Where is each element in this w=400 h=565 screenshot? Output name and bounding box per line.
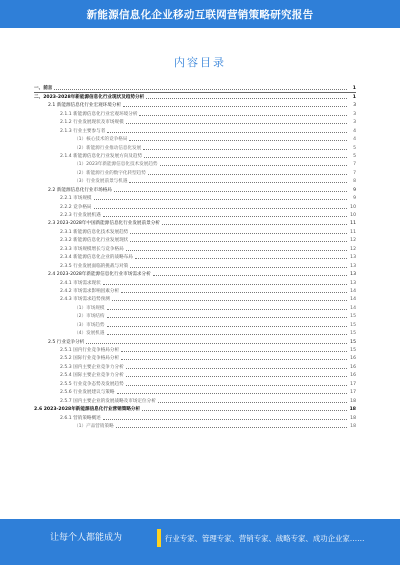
toc-page-number: 15 <box>350 339 356 345</box>
toc-entry[interactable] <box>34 361 356 369</box>
toc-entry-title: 2.3 2023-2028年中国新能源信息化行业发展前景分析 <box>48 221 160 227</box>
toc-dot-leader <box>121 358 347 360</box>
toc-page-number: 5 <box>353 145 356 151</box>
toc-entry[interactable] <box>34 387 356 395</box>
toc-page-number: 12 <box>350 238 356 244</box>
toc-page-number: 13 <box>350 272 356 278</box>
toc-entry-title: 2.4 2023-2028年新能源信息化行业市场需求分析 <box>48 272 151 278</box>
toc-dot-leader <box>116 426 347 428</box>
toc-entry-title: 2.1.3 行业主要参与者 <box>60 128 106 134</box>
footer-tagline <box>157 529 365 547</box>
toc-dot-leader <box>107 316 348 318</box>
toc-entry[interactable] <box>34 328 356 336</box>
toc-entry[interactable] <box>34 218 356 226</box>
toc-dot-leader <box>107 325 348 327</box>
toc-page-number: 14 <box>350 288 356 294</box>
toc-entry[interactable] <box>34 421 356 429</box>
toc-page-number: 3 <box>353 120 356 126</box>
toc-dot-leader <box>129 139 347 141</box>
footer-banner <box>0 519 400 565</box>
toc-entry-title: （2）新能源行业的数字化转型趋势 <box>74 170 146 176</box>
toc-page-number: 13 <box>350 263 356 269</box>
toc-page-number: 16 <box>350 356 356 362</box>
toc-entry-title: 2.1 新能源信息化行业宏观环境分析 <box>48 103 122 109</box>
toc-dot-leader <box>143 148 347 150</box>
toc-page-number: 8 <box>353 179 356 185</box>
toc-entry[interactable] <box>34 269 356 277</box>
toc-entry[interactable] <box>34 353 356 361</box>
toc-entry[interactable] <box>34 336 356 344</box>
toc-page-number: 5 <box>353 153 356 159</box>
toc-entry[interactable] <box>34 412 356 420</box>
toc-entry[interactable] <box>34 277 356 285</box>
toc-entry-title: 2.3.1 新能源信息化技术发展趋势 <box>60 229 129 235</box>
toc-dot-leader <box>144 156 347 158</box>
toc-entry[interactable] <box>34 286 356 294</box>
toc-dot-leader <box>121 350 347 352</box>
toc-dot-leader <box>103 418 347 420</box>
toc-entry[interactable] <box>34 91 356 99</box>
toc-entry[interactable] <box>34 83 356 91</box>
toc-dot-leader <box>130 266 347 268</box>
toc-entry[interactable] <box>34 125 356 133</box>
toc-page-number: 17 <box>350 390 356 396</box>
toc-page-number: 11 <box>350 221 356 227</box>
toc-page-number: 15 <box>350 314 356 320</box>
toc-entry[interactable] <box>34 311 356 319</box>
toc-entry-title: 2.5.3 国内主要企业竞争力分析 <box>60 364 124 370</box>
toc-page-number: 9 <box>353 187 356 193</box>
toc-page-number: 15 <box>350 348 356 353</box>
toc-entry-title: （4）发展机遇 <box>74 331 105 337</box>
toc-dot-leader <box>107 131 347 133</box>
toc-entry-title: （3）市场趋势 <box>74 322 105 328</box>
toc-page-number: 10 <box>350 213 356 218</box>
toc-dot-leader <box>126 122 347 124</box>
toc-entry[interactable] <box>34 108 356 116</box>
toc-entry-title: 2.5.5 行业竞争态势及发展趋势 <box>60 381 124 387</box>
toc-entry-title: 2.1.1 新能源信息化行业宏观环境分析 <box>60 111 138 117</box>
toc-entry-title: 2.5.7 国内主要企业的发展战略及市场定位分析 <box>60 398 156 404</box>
toc-dot-leader <box>86 342 347 344</box>
toc-entry-title: 2.3.5 行业发展面临的挑战与对策 <box>60 263 129 269</box>
toc-entry[interactable] <box>34 100 356 108</box>
toc-dot-leader <box>126 367 347 369</box>
report-header <box>0 0 400 28</box>
page-title: 内容目录 <box>174 56 226 69</box>
toc-page-number: 4 <box>353 128 356 134</box>
toc-entry-title: 2.5.1 国内行业竞争格局分析 <box>60 348 120 353</box>
toc-page-number: 18 <box>350 423 356 429</box>
toc-page-number: 11 <box>350 229 356 235</box>
toc-entry[interactable] <box>34 193 356 201</box>
toc-entry[interactable] <box>34 370 356 378</box>
toc-page-number: 1 <box>352 86 356 92</box>
toc-entry-title: （1）市场规模 <box>74 305 105 311</box>
toc-dot-leader <box>148 173 347 175</box>
toc-entry[interactable] <box>34 176 356 184</box>
toc-entry-title: 2.6 2023-2028年新能源信息化行业营销策略分析 <box>34 407 141 413</box>
toc-page-number: 13 <box>350 280 356 286</box>
toc-entry-title: 2.1.4 新能源信息化行业发展方向及趋势 <box>60 153 143 159</box>
toc-dot-leader <box>123 105 347 107</box>
footer-tagline-text: 行业专家、管理专家、营销专家、战略专家、成功企业家…… <box>165 533 365 543</box>
toc-entry-title: 2.3.3 市场规模增长与竞争格局 <box>60 246 124 252</box>
toc-entry-title: （2）新能源行业推动信息化发展 <box>74 145 142 151</box>
toc-page-number: 16 <box>350 364 356 370</box>
footer-slogan: 让每个人都能成为 <box>50 533 123 543</box>
toc-page-number: 1 <box>352 94 356 100</box>
toc-entry[interactable] <box>34 151 356 159</box>
toc-page-number: 7 <box>353 170 356 176</box>
toc-dot-leader <box>103 215 347 217</box>
toc-page-number: 9 <box>353 196 356 202</box>
toc-dot-leader <box>158 401 347 403</box>
toc-entry[interactable] <box>34 260 356 268</box>
toc-entry-title: （1）产品营销策略 <box>74 423 114 429</box>
toc-entry[interactable] <box>34 319 356 327</box>
toc-entry[interactable] <box>34 117 356 125</box>
toc-entry-title: （2）市场结构 <box>74 314 105 320</box>
toc-page-number: 7 <box>353 162 356 168</box>
toc-entry[interactable] <box>34 167 356 175</box>
toc-entry[interactable] <box>34 159 356 167</box>
toc-entry-title: 一、前言 <box>34 86 53 92</box>
table-of-contents <box>34 83 356 510</box>
toc-entry[interactable] <box>34 243 356 251</box>
toc-entry-title: 2.5.4 国际主要企业竞争力分析 <box>60 373 124 379</box>
toc-dot-leader <box>112 299 347 301</box>
toc-entry[interactable] <box>34 395 356 403</box>
toc-dot-leader <box>139 114 347 116</box>
toc-entry-title: 2.2.1 市场规模 <box>60 196 92 202</box>
toc-entry[interactable] <box>34 142 356 150</box>
toc-page-number: 10 <box>350 204 356 210</box>
toc-page-number: 13 <box>350 255 356 261</box>
toc-entry[interactable] <box>34 235 356 243</box>
toc-page-number: 3 <box>353 111 356 117</box>
toc-entry[interactable] <box>34 345 356 353</box>
toc-dot-leader <box>114 190 347 192</box>
toc-dot-leader <box>160 164 347 166</box>
toc-dot-leader <box>135 257 347 259</box>
toc-page-number: 12 <box>350 246 356 252</box>
toc-dot-leader <box>130 240 347 242</box>
toc-dot-leader <box>107 333 348 335</box>
toc-entry[interactable] <box>34 210 356 218</box>
toc-entry-title: 2.2.3 行业发展机遇 <box>60 213 101 218</box>
toc-dot-leader <box>142 409 347 411</box>
toc-dot-leader <box>117 392 348 394</box>
toc-page-number: 14 <box>350 297 356 303</box>
toc-entry-title: 2.5 行业竞争分析 <box>48 339 85 345</box>
toc-entry-title: 2.5.6 行业发展建议与策略 <box>60 390 115 396</box>
toc-entry[interactable] <box>34 226 356 234</box>
toc-page-number: 18 <box>350 398 356 404</box>
toc-dot-leader <box>126 249 347 251</box>
toc-dot-leader <box>146 97 347 99</box>
accent-bar <box>157 529 161 547</box>
toc-entry[interactable] <box>34 184 356 192</box>
toc-page-number: 17 <box>350 381 356 387</box>
toc-dot-leader <box>153 274 347 276</box>
toc-entry-title: 2.4.3 市场需求趋势预测 <box>60 297 110 303</box>
toc-entry[interactable] <box>34 134 356 142</box>
toc-entry-title: 2.3.4 新能源信息化企业的战略布局 <box>60 255 133 261</box>
toc-entry[interactable] <box>34 294 356 302</box>
toc-page-number: 15 <box>350 331 356 337</box>
toc-dot-leader <box>129 181 347 183</box>
toc-page-number: 4 <box>353 137 356 143</box>
toc-entry-title: （3）行业发展前景与机遇 <box>74 179 128 185</box>
toc-entry-title: 2.3.2 新能源信息化行业发展现状 <box>60 238 129 244</box>
toc-dot-leader <box>162 223 347 225</box>
toc-dot-leader <box>126 375 347 377</box>
toc-dot-leader <box>121 291 347 293</box>
toc-page-number: 18 <box>350 415 356 421</box>
toc-page-number: 14 <box>350 305 356 311</box>
toc-dot-leader <box>103 283 347 285</box>
toc-entry[interactable] <box>34 201 356 209</box>
toc-entry-title: 2.4.1 市场需求现状 <box>60 280 101 286</box>
toc-entry-title: 2.6.1 营销策略概述 <box>60 415 101 421</box>
toc-dot-leader <box>126 384 347 386</box>
toc-entry[interactable] <box>34 302 356 310</box>
toc-entry-title: 2.5.2 国际行业竞争格局分析 <box>60 356 120 362</box>
toc-entry-title: 2.2 新能源信息化行业市场格局 <box>48 187 112 193</box>
toc-page-number: 3 <box>353 103 356 109</box>
report-header-title: 新能源信息化企业移动互联网营销策略研究报告 <box>86 8 314 21</box>
toc-page-number: 18 <box>349 407 356 413</box>
toc-dot-leader <box>94 198 347 200</box>
toc-dot-leader <box>54 88 347 90</box>
toc-entry-title: （1）2023年新能源信息化技术发展趋势 <box>74 162 158 168</box>
toc-entry[interactable] <box>34 404 356 412</box>
toc-entry-title: 2.2.2 竞争格局 <box>60 204 92 210</box>
toc-entry-title: 二、2023-2028年新能源信息化行业现状及趋势分析 <box>34 94 145 100</box>
toc-dot-leader <box>107 308 348 310</box>
toc-dot-leader <box>130 232 347 234</box>
toc-dot-leader <box>94 207 347 209</box>
toc-page-number: 15 <box>350 322 356 328</box>
toc-entry-title: （1）核心技术的竞争格局 <box>74 137 128 143</box>
toc-entry-title: 2.1.2 行业发展现状及市场规模 <box>60 120 124 126</box>
toc-entry[interactable] <box>34 252 356 260</box>
toc-entry-title: 2.4.2 市场需求影响因素分析 <box>60 288 120 294</box>
toc-page-number: 16 <box>350 373 356 379</box>
toc-entry[interactable] <box>34 378 356 386</box>
